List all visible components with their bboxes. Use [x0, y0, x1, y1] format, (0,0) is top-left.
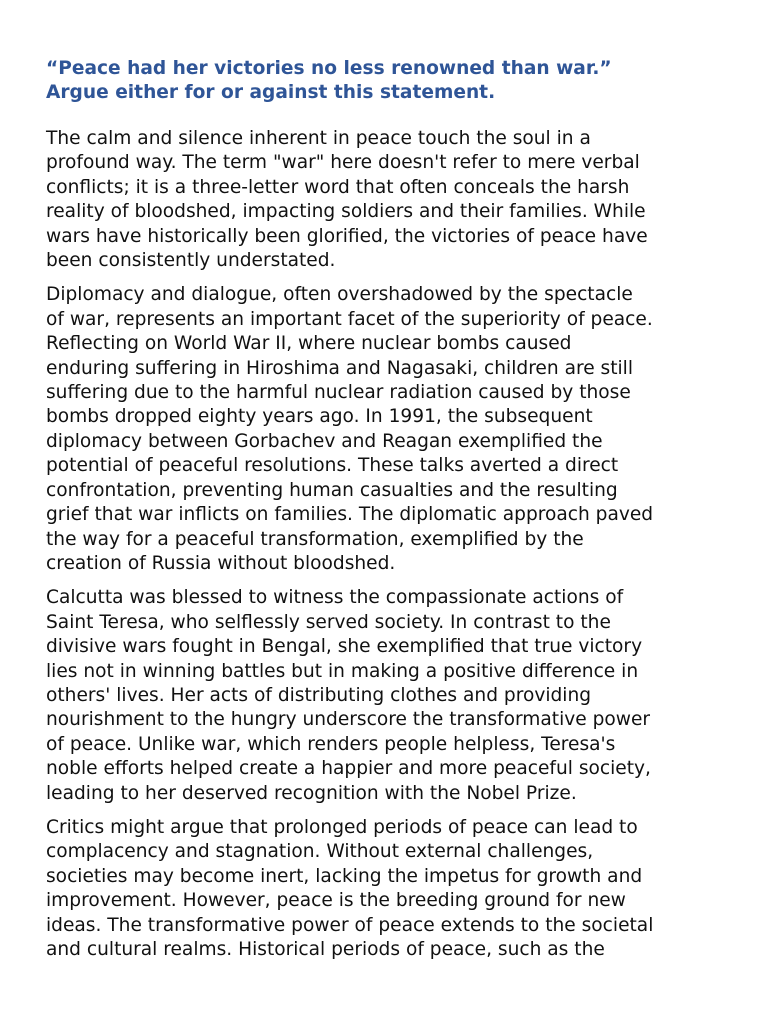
text-line: confrontation, preventing human casualties and the resulting	[46, 479, 618, 501]
text-line: noble efforts helped create a happier and more peaceful society,	[46, 758, 651, 780]
text-line: lies not in winning battles but in making a positive difference in	[46, 660, 639, 682]
text-line: and cultural realms. Historical periods of peace, such as the	[46, 939, 605, 960]
text-line: divisive wars fought in Bengal, she exemplified that true victory	[46, 636, 643, 658]
text-line: profound way. The term "war" here doesn't refer to mere verbal	[46, 152, 640, 174]
text-line: of war, represents an important facet of the superiority of peace.	[46, 308, 653, 330]
text-line: wars have historically been glorified, the victories of peace have	[46, 225, 648, 247]
essay-body	[46, 127, 730, 962]
text-line: enduring suffering in Hiroshima and Nagasaki, children are still	[46, 357, 634, 379]
text-line: grief that war inflicts on families. The diplomatic approach paved	[46, 504, 654, 526]
text-line: Diplomacy and dialogue, often overshadowed by the spectacle	[46, 284, 633, 306]
heading-line: “Peace had her victories no less renowned than war.”	[46, 58, 612, 79]
text-line: Critics might argue that prolonged periods of peace can lead to	[46, 816, 638, 838]
paragraph-intro	[46, 127, 730, 273]
paragraph-teresa	[46, 586, 730, 806]
text-line: others' lives. Her acts of distributing clothes and providing	[46, 684, 592, 706]
text-line: been consistently understated.	[46, 250, 336, 272]
text-line: leading to her deserved recognition with the Nobel Prize.	[46, 782, 577, 804]
text-line: Reflecting on World War II, where nuclear bombs caused	[46, 333, 572, 355]
document-page	[46, 57, 730, 972]
text-line: ideas. The transformative power of peace extends to the societal	[46, 914, 654, 936]
paragraph-diplomacy	[46, 283, 730, 576]
text-line: creation of Russia without bloodshed.	[46, 552, 396, 574]
text-line: potential of peaceful resolutions. These talks averted a direct	[46, 455, 619, 477]
text-line: bombs dropped eighty years ago. In 1991, the subsequent	[46, 406, 593, 428]
text-line: conflicts; it is a three-letter word that often conceals the harsh	[46, 176, 630, 198]
text-line: improvement. However, peace is the breeding ground for new	[46, 890, 626, 912]
text-line: reality of bloodshed, impacting soldiers and their families. While	[46, 201, 646, 223]
text-line: nourishment to the hungry underscore the transformative power	[46, 709, 651, 731]
text-line: Calcutta was blessed to witness the compassionate actions of	[46, 587, 624, 609]
text-line: of peace. Unlike war, which renders people helpless, Teresa's	[46, 733, 616, 755]
text-line: diplomacy between Gorbachev and Reagan exemplified the	[46, 430, 603, 452]
text-line: Saint Teresa, who selflessly served society. In contrast to the	[46, 611, 611, 633]
text-line: suffering due to the harmful nuclear radiation caused by those	[46, 382, 631, 404]
text-line: complacency and stagnation. Without external challenges,	[46, 841, 594, 863]
text-line: the way for a peaceful transformation, exemplified by the	[46, 528, 584, 550]
essay-prompt-heading	[46, 57, 730, 105]
heading-line: Argue either for or against this statement.	[46, 82, 496, 103]
paragraph-critics	[46, 816, 730, 962]
text-line: The calm and silence inherent in peace touch the soul in a	[46, 128, 591, 149]
text-line: societies may become inert, lacking the impetus for growth and	[46, 865, 643, 887]
